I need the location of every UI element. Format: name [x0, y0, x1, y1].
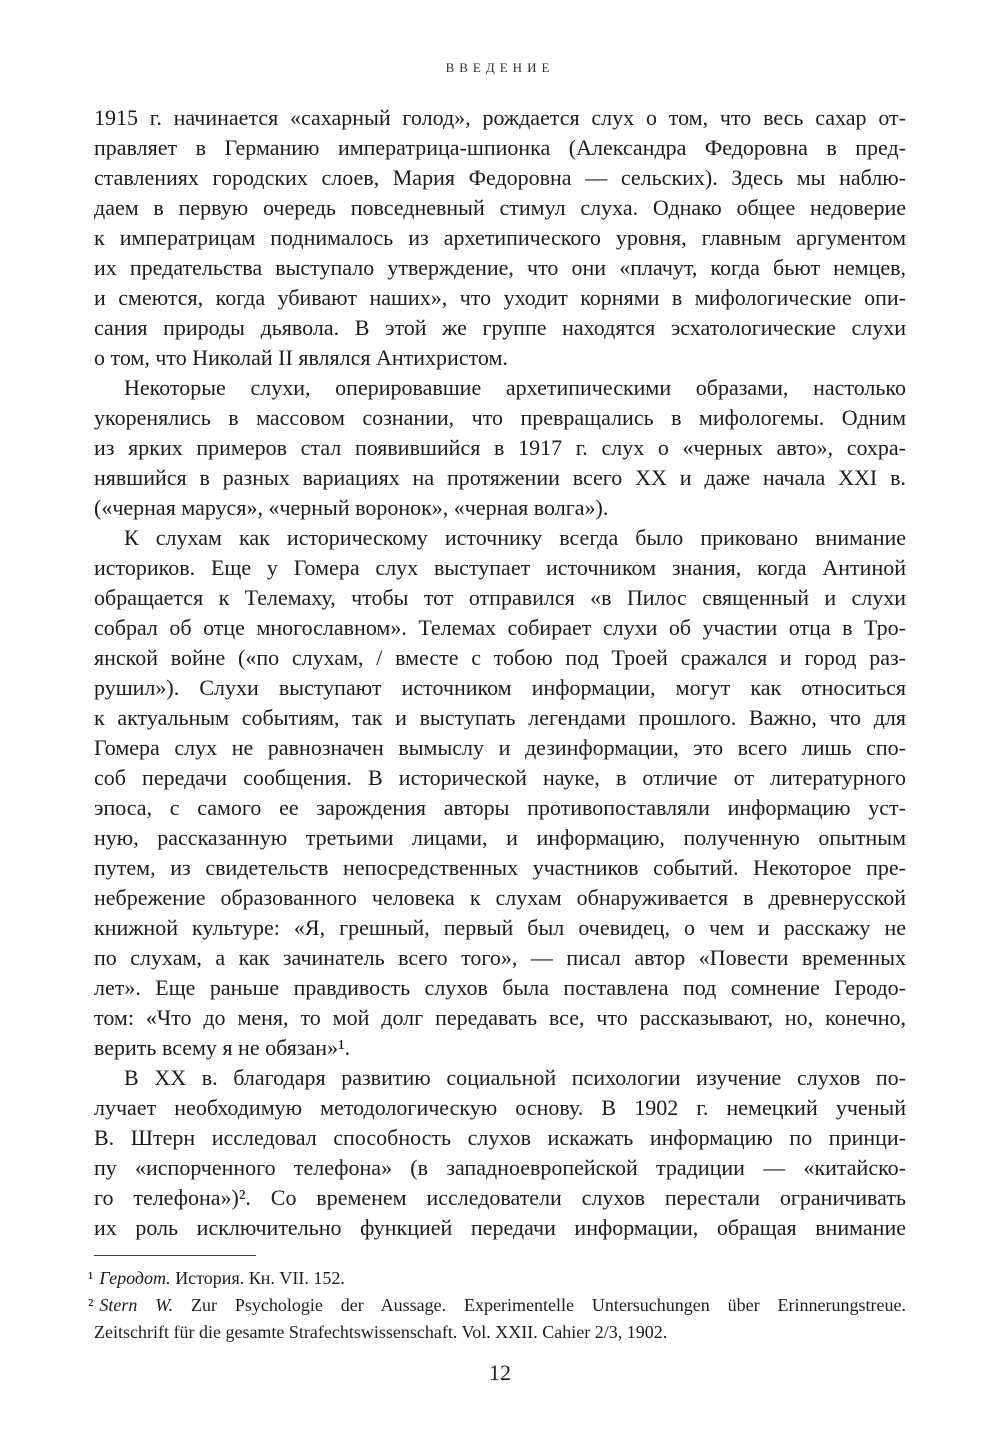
text-line: Гомера слух не равнозначен вымыслу и дезинформации, это всего лишь спо- — [94, 735, 906, 760]
footnote-line: ¹ Геродот. История. Кн. VII. 152. — [94, 1265, 906, 1292]
footnote-line: Zeitschrift für die gesamte Strafechtswissenschaft. Vol. XXII. Cahier 2/3, 1902. — [94, 1322, 668, 1342]
footnote-source-italic: Stern W. — [99, 1295, 174, 1315]
text-line: лет». Еще раньше правдивость слухов была поставлена под сомнение Геродо- — [94, 975, 906, 1000]
footnote-marker: ² — [88, 1295, 94, 1315]
text-line: 1915 г. начинается «сахарный голод», рождается слух о том, что весь сахар от- — [94, 105, 906, 130]
paragraph — [94, 523, 906, 1063]
text-line: к императрицам поднималось из архетипического уровня, главным аргументом — [94, 225, 906, 250]
body-text — [94, 103, 906, 1243]
text-line: К слухам как историческому источнику всегда было приковано внимание — [124, 525, 906, 550]
text-line: В. Штерн исследовал способность слухов искажать информацию по принци- — [94, 1125, 906, 1150]
text-line: укоренялись в массовом сознании, что превращались в мифологемы. Одним — [94, 405, 906, 430]
text-line: даем в первую очередь повседневный стимул слуха. Однако общее недоверие — [94, 195, 906, 220]
text-line: ную, рассказанную третьими лицами, и информацию, полученную опытным — [94, 825, 906, 850]
running-header: ВВЕДЕНИЕ — [445, 60, 555, 75]
text-line: рушил»). Слухи выступают источником информации, могут как относиться — [94, 675, 906, 700]
text-line: соб передачи сообщения. В исторической науке, в отличие от литературного — [94, 765, 906, 790]
page-number: 12 — [489, 1360, 511, 1385]
text-line: книжной культуре: «Я, грешный, первый был очевидец, о чем и расскажу не — [94, 915, 906, 940]
text-line: нявшийся в разных вариациях на протяжении всего XX и даже начала XXI в. — [94, 465, 906, 490]
text-line: и смеются, когда убивают наших», что уходит корнями в мифологические опи- — [94, 285, 906, 310]
footnote-marker: ¹ — [88, 1268, 94, 1288]
text-line: их роль исключительно функцией передачи информации, обращая внимание — [94, 1215, 906, 1240]
text-line: верить всему я не обязан»¹. — [94, 1035, 351, 1060]
text-line: эпоса, с самого ее зарождения авторы противопоставляли информацию уст- — [94, 795, 906, 820]
text-line: го телефона»)². Со временем исследователи слухов перестали ограничивать — [94, 1185, 906, 1210]
footnotes — [88, 1265, 906, 1346]
text-line: пу «испорченного телефона» (в западноевропейской традиции — «китайско- — [94, 1155, 906, 1180]
footnote-source-italic: Геродот. — [99, 1268, 171, 1288]
text-line: том: «Что до меня, то мой долг передавать все, что рассказывают, но, конечно, — [94, 1005, 906, 1030]
text-line: лучает необходимую методологическую основу. В 1902 г. немецкий ученый — [94, 1095, 906, 1120]
text-line: ставлениях городских слоев, Мария Федоровна — сельских). Здесь мы наблю- — [94, 165, 906, 190]
text-line: путем, из свидетельств непосредственных участников событий. Некоторое пре- — [94, 855, 906, 880]
text-line: Некоторые слухи, оперировавшие архетипическими образами, настолько — [124, 375, 906, 400]
text-line: к актуальным событиям, так и выступать легендами прошлого. Важно, что для — [94, 705, 906, 730]
text-line: по слухам, а как зачинатель всего того», — писал автор «Повести временных — [94, 945, 906, 970]
text-line: правляет в Германию императрица-шпионка (Александра Федоровна в пред- — [94, 135, 906, 160]
footnote-block — [88, 1255, 906, 1346]
text-line: из ярких примеров стал появившийся в 1917 г. слух о «черных авто», сохра- — [94, 435, 906, 460]
paragraph — [94, 1063, 906, 1243]
text-line: янской войне («по слухам, / вместе с тобою под Троей сражался и город раз- — [94, 645, 906, 670]
text-line: В XX в. благодаря развитию социальной психологии изучение слухов по- — [124, 1065, 906, 1090]
paragraph — [94, 373, 906, 523]
text-line: обращается к Телемаху, чтобы тот отправился «в Пилос священный и слухи — [94, 585, 906, 610]
text-line: небрежение образованного человека к слухам обнаруживается в древнерусской — [94, 885, 906, 910]
footnote-line: ² Stern W. Zur Psychologie der Aussage. Experimentelle Untersuchungen über Erinnerungstreue. — [94, 1292, 906, 1319]
text-line: их предательства выступало утверждение, что они «плачут, когда бьют немцев, — [94, 255, 906, 280]
paragraph — [94, 103, 906, 373]
text-line: историков. Еще у Гомера слух выступает источником знания, когда Антиной — [94, 555, 906, 580]
text-line: сания природы дьявола. В этой же группе находятся эсхатологические слухи — [94, 315, 906, 340]
footnote-separator — [94, 1255, 256, 1256]
text-line: о том, что Николай II являлся Антихристом. — [94, 345, 508, 370]
text-line: собрал об отце многославном». Телемах собирает слухи об участии отца в Тро- — [94, 615, 906, 640]
text-line: («черная маруся», «черный воронок», «черная волга»). — [94, 495, 609, 520]
